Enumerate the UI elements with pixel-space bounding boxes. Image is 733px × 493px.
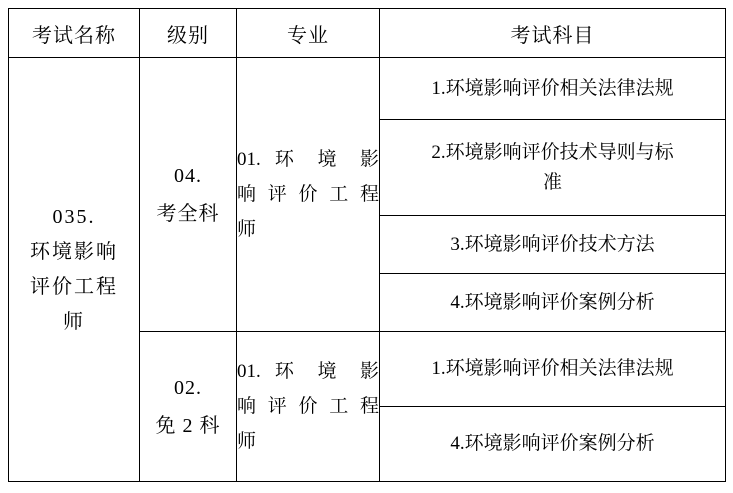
cell-subject <box>380 120 726 216</box>
level-line: 考全科 <box>156 202 220 225</box>
major-line: 师 <box>237 431 257 453</box>
exam-name-line: 环境影响 <box>30 240 118 263</box>
subject-line: 1.环境影响评价相关法律法规 <box>431 358 674 380</box>
cell-level-group-2 <box>140 332 237 482</box>
major-line: 01. 环 境 影 <box>237 148 379 170</box>
subject-line: 3.环境影响评价技术方法 <box>450 233 655 255</box>
major-line: 响评价工程 <box>237 395 379 417</box>
document-page <box>0 8 733 493</box>
subject-line: 2.环境影响评价技术导则与标 <box>431 142 674 164</box>
column-header-major: 专业 <box>237 9 380 58</box>
cell-major-group-2 <box>237 332 380 482</box>
cell-subject <box>380 216 726 274</box>
table-row <box>9 58 726 120</box>
major-line: 01. 环 境 影 <box>237 360 379 382</box>
cell-level-group-1 <box>140 58 237 332</box>
column-header-exam-name: 考试名称 <box>9 9 140 58</box>
exam-name-line: 035. <box>52 205 96 228</box>
subject-line: 1.环境影响评价相关法律法规 <box>431 77 674 99</box>
subject-line: 4.环境影响评价案例分析 <box>450 291 655 313</box>
exam-schedule-table <box>8 8 726 482</box>
subject-line: 准 <box>542 171 562 193</box>
column-header-subject: 考试科目 <box>380 9 726 58</box>
cell-subject <box>380 58 726 120</box>
exam-name-line: 评价工程 <box>30 275 118 298</box>
major-line: 响评价工程 <box>237 183 379 205</box>
table-header-row <box>9 9 726 58</box>
cell-major-group-1 <box>237 58 380 332</box>
table-body <box>9 58 726 482</box>
level-line: 04. <box>174 164 202 187</box>
column-header-level: 级别 <box>140 9 237 58</box>
subject-line: 4.环境影响评价案例分析 <box>450 433 655 455</box>
cell-exam-name <box>9 58 140 482</box>
cell-subject <box>380 407 726 482</box>
cell-subject <box>380 332 726 407</box>
cell-subject <box>380 274 726 332</box>
exam-name-line: 师 <box>63 310 85 333</box>
table-header <box>9 9 726 58</box>
level-line: 免 2 科 <box>155 414 221 437</box>
level-line: 02. <box>174 376 202 399</box>
major-line: 师 <box>237 219 257 241</box>
